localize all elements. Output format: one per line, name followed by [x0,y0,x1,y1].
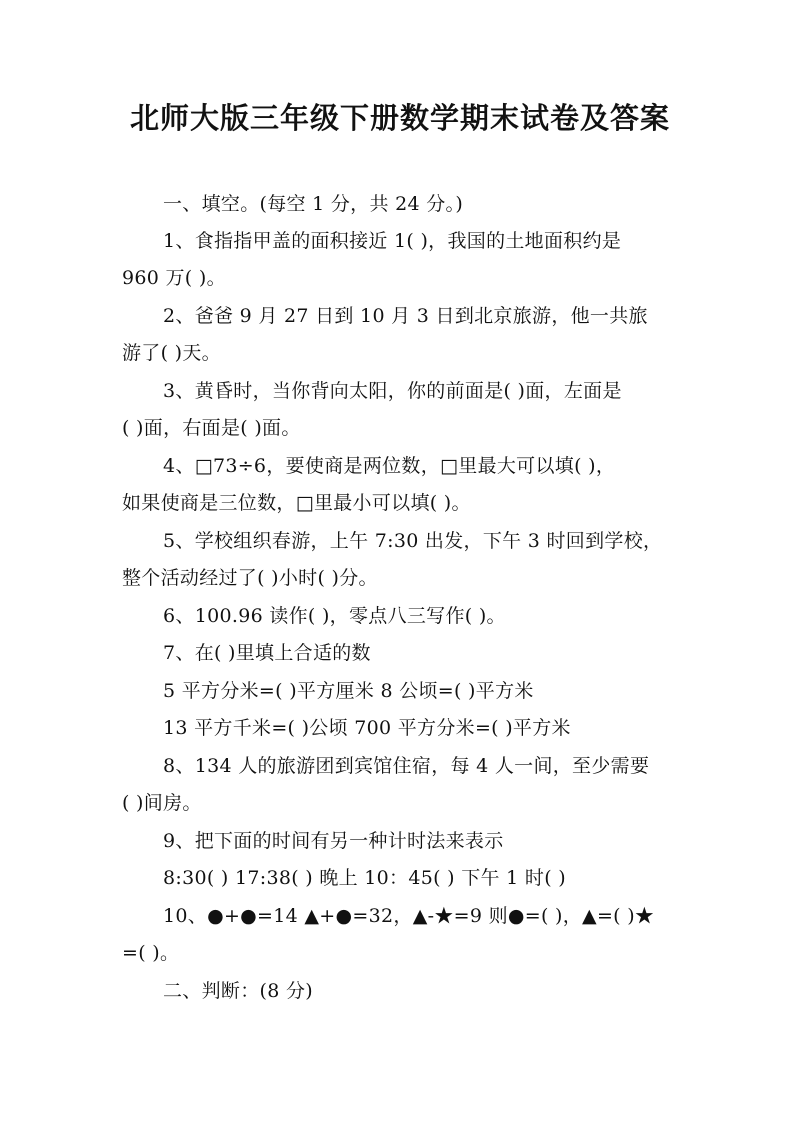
question-10-line-1: 10、●+●=14 ▲+●=32，▲-★=9 则●=( )，▲=( )★ [163,905,655,927]
question-4-line-1: 4、□73÷6，要使商是两位数，□里最大可以填( )， [163,455,616,477]
section-heading-fill-blank: 一、填空。(每空 1 分，共 24 分。) [163,193,464,215]
question-2-line-2: 游了( )天。 [122,342,221,364]
question-8-line-1: 8、134 人的旅游团到宾馆住宿，每 4 人一间，至少需要 [163,755,650,777]
question-2-line-1: 2、爸爸 9 月 27 日到 10 月 3 日到北京旅游，他一共旅 [163,305,648,327]
question-5-line-1: 5、学校组织春游，上午 7:30 出发，下午 3 时回到学校， [163,530,663,552]
question-9-times: 8:30( ) 17:38( ) 晚上 10：45( ) 下午 1 时( ) [163,867,566,889]
question-3-line-2: ( )面，右面是( )面。 [122,417,301,439]
section-heading-judge: 二、判断：(8 分) [163,980,313,1002]
question-1-line-2: 960 万( )。 [122,267,226,289]
question-6: 6、100.96 读作( )，零点八三写作( )。 [163,605,506,627]
question-9-prompt: 9、把下面的时间有另一种计时法来表示 [163,830,504,852]
document-title: 北师大版三年级下册数学期末试卷及答案 [129,101,670,135]
question-7-prompt: 7、在( )里填上合适的数 [163,642,371,664]
question-10-line-2: =( )。 [122,942,180,964]
question-3-line-1: 3、黄昏时，当你背向太阳，你的前面是( )面，左面是 [163,380,622,402]
question-5-line-2: 整个活动经过了( )小时( )分。 [122,567,378,589]
question-4-line-2: 如果使商是三位数，□里最小可以填( )。 [122,492,471,514]
question-7-row-2: 13 平方千米=( )公顷 700 平方分米=( )平方米 [163,717,571,739]
question-8-line-2: ( )间房。 [122,792,202,814]
question-1-line-1: 1、食指指甲盖的面积接近 1( )，我国的土地面积约是 [163,230,622,252]
question-7-row-1: 5 平方分米=( )平方厘米 8 公顷=( )平方米 [163,680,534,702]
